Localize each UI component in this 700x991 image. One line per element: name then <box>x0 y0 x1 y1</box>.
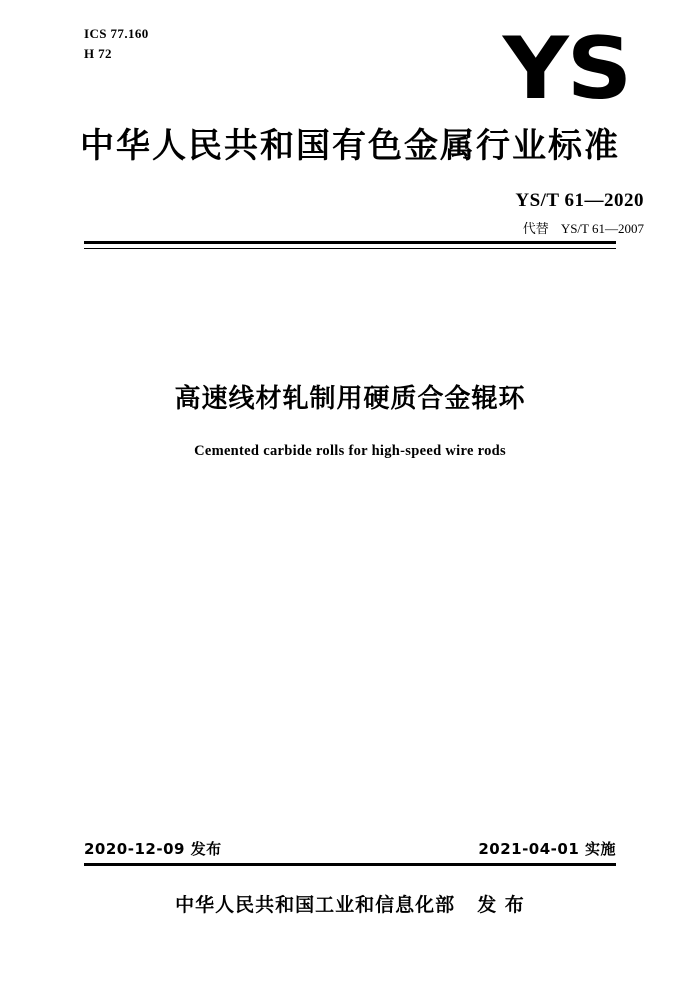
standard-org-title: 中华人民共和国有色金属行业标准 <box>80 126 620 166</box>
standard-number-block <box>515 190 644 237</box>
divider-thick-bottom <box>84 863 616 866</box>
divider-thin-top <box>84 248 616 249</box>
standard-number: YS/T 61—2020 <box>515 190 644 211</box>
ics-code: ICS 77.160 <box>84 26 149 41</box>
issuer-verb: 发 布 <box>477 894 525 916</box>
effective-date: 2021-04-01 实施 <box>478 840 616 858</box>
replaces-label: 代替 <box>522 222 549 237</box>
ys-logo: YS <box>502 19 630 119</box>
divider-thick-top <box>84 241 616 244</box>
replaces-line <box>515 218 644 237</box>
document-title-cn: 高速线材轧制用硬质合金辊环 <box>174 384 526 414</box>
document-title-en: Cemented carbide rolls for high-speed wire rods <box>194 443 506 459</box>
date-row <box>84 838 616 859</box>
issue-date: 2020-12-09 发布 <box>84 840 222 858</box>
ics-block <box>84 24 149 64</box>
replaces-number: YS/T 61—2007 <box>560 221 644 236</box>
ccs-code: H 72 <box>84 46 112 61</box>
issuer-line <box>0 890 700 917</box>
issuer-name: 中华人民共和国工业和信息化部 <box>175 894 456 916</box>
